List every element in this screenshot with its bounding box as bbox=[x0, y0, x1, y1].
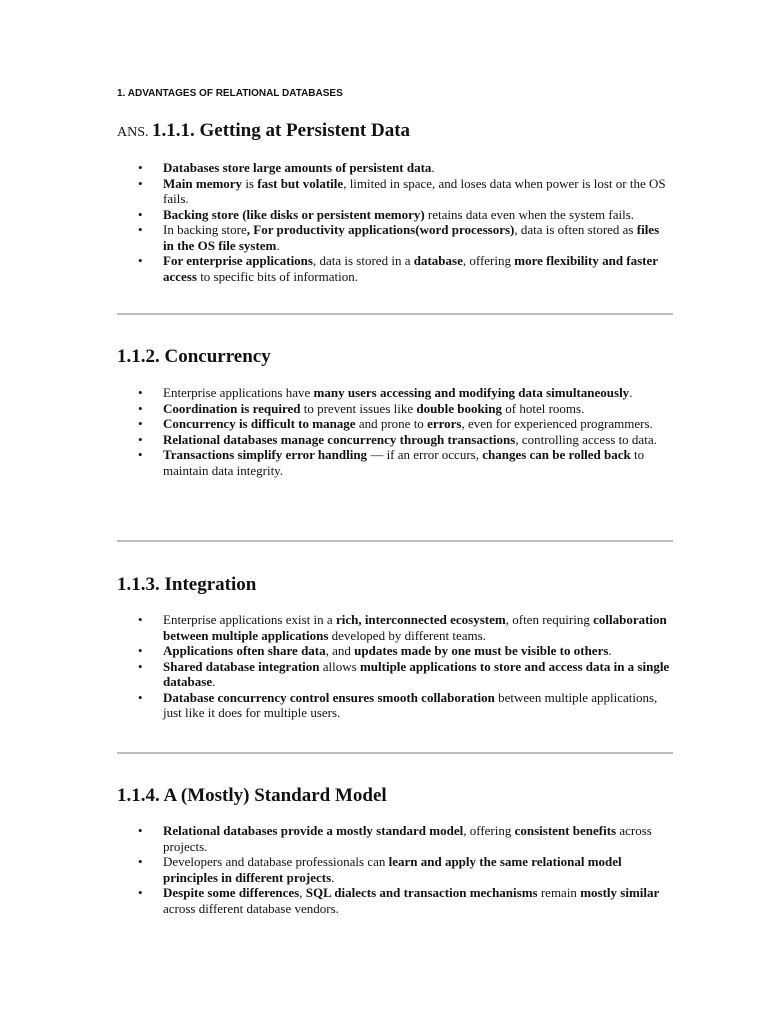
text: , even for experienced programmers. bbox=[461, 416, 653, 431]
list-item bbox=[117, 385, 673, 401]
text: . bbox=[431, 160, 435, 175]
bold-text: Relational databases provide a mostly standard model bbox=[163, 823, 464, 838]
section-title bbox=[117, 573, 673, 597]
text: , data is often stored as bbox=[514, 222, 637, 237]
text: and prone to bbox=[355, 416, 428, 431]
bold-text: database bbox=[413, 253, 463, 268]
bullet-list bbox=[117, 160, 673, 284]
text: — if an error occurs, bbox=[367, 447, 483, 462]
bullet-icon: • bbox=[138, 416, 143, 431]
list-item bbox=[117, 207, 673, 223]
bold-text: files in the OS file system bbox=[163, 222, 660, 253]
bold-text: Shared database integration bbox=[163, 658, 320, 674]
text: , bbox=[299, 885, 306, 900]
bold-text: Backing store (like disks or persistent memory) bbox=[163, 206, 425, 222]
list-item bbox=[117, 222, 673, 253]
bold-text: many users accessing and modifying data simultaneously bbox=[313, 385, 630, 400]
bullet-icon: • bbox=[138, 823, 143, 838]
section-title-text: 1.1.2. Concurrency bbox=[117, 346, 271, 367]
bullet-icon: • bbox=[138, 160, 143, 175]
text: . bbox=[276, 237, 280, 253]
list-item bbox=[117, 823, 673, 854]
bullet-icon: • bbox=[138, 689, 143, 705]
bullet-icon: • bbox=[138, 400, 143, 416]
section-title-text: 1.1.3. Integration bbox=[117, 574, 257, 595]
horizontal-rule bbox=[117, 313, 673, 315]
section-title bbox=[117, 784, 673, 808]
bullet-list bbox=[117, 823, 673, 916]
text: . bbox=[608, 643, 612, 658]
text: to specific bits of information. bbox=[196, 268, 358, 284]
text: . bbox=[629, 385, 633, 400]
bold-text: learn and apply the same relational model principles in different projects bbox=[163, 854, 622, 885]
text: Enterprise applications exist in a bbox=[163, 612, 336, 627]
bold-text: , For productivity applications(word processors) bbox=[246, 222, 515, 237]
text: , data is stored in a bbox=[312, 253, 414, 268]
bold-text: Coordination is required bbox=[163, 400, 301, 416]
text: , often requiring bbox=[505, 612, 594, 627]
text: Developers and database professionals can bbox=[163, 854, 389, 869]
bold-text: Concurrency is difficult to manage bbox=[163, 416, 356, 431]
text: . bbox=[331, 869, 335, 885]
text: to maintain data integrity. bbox=[163, 447, 645, 478]
list-item bbox=[117, 176, 673, 207]
bullet-icon: • bbox=[138, 431, 143, 447]
list-item bbox=[117, 160, 673, 176]
section-title-text: 1.1.1. Getting at Persistent Data bbox=[152, 120, 411, 141]
text: developed by different teams. bbox=[328, 627, 486, 643]
bold-text: Applications often share data bbox=[163, 643, 326, 658]
bold-text: mostly similar bbox=[580, 885, 660, 900]
bold-text: Transactions simplify error handling bbox=[163, 447, 368, 462]
list-item bbox=[117, 253, 673, 284]
bold-text: SQL dialects and transaction mechanisms bbox=[305, 885, 538, 900]
section-standard-model bbox=[117, 784, 673, 916]
text: , offering bbox=[463, 823, 515, 838]
list-item bbox=[117, 643, 673, 659]
bold-text: Despite some differences bbox=[163, 885, 300, 900]
text: In backing store bbox=[163, 222, 247, 237]
text: between multiple applications, just like it does for multiple users. bbox=[163, 689, 658, 720]
bullet-icon: • bbox=[138, 885, 143, 900]
section-title bbox=[117, 119, 673, 145]
text: Enterprise applications have bbox=[163, 385, 314, 400]
text: to prevent issues like bbox=[300, 400, 417, 416]
bold-text: rich, interconnected ecosystem bbox=[335, 612, 506, 627]
bold-text: Database concurrency control ensures smooth collaboration bbox=[163, 689, 495, 705]
list-item bbox=[117, 447, 673, 478]
text: allows bbox=[319, 658, 360, 674]
horizontal-rule bbox=[117, 540, 673, 542]
section-title-text: 1.1.4. A (Mostly) Standard Model bbox=[117, 785, 387, 806]
bold-text: Relational databases manage concurrency through transactions bbox=[163, 431, 516, 447]
bold-text: fast but volatile bbox=[257, 175, 344, 191]
bold-text: Databases store large amounts of persistent data bbox=[163, 160, 432, 175]
bullet-icon: • bbox=[138, 175, 143, 191]
list-item bbox=[117, 885, 673, 916]
answer-prefix: ANS. bbox=[117, 125, 153, 140]
bold-text: updates made by one must be visible to others bbox=[354, 643, 609, 658]
bullet-icon: • bbox=[138, 643, 143, 658]
bullet-list bbox=[117, 612, 673, 721]
text: of hotel rooms. bbox=[502, 400, 585, 416]
text: is bbox=[242, 175, 258, 191]
text: , controlling access to data. bbox=[515, 431, 657, 447]
list-item bbox=[117, 690, 673, 721]
bullet-icon: • bbox=[138, 447, 143, 462]
bold-text: consistent benefits bbox=[514, 823, 617, 838]
bold-text: For enterprise applications bbox=[163, 253, 313, 268]
bullet-icon: • bbox=[138, 385, 143, 400]
section-getting-at-persistent-data bbox=[117, 119, 673, 284]
list-item bbox=[117, 416, 673, 432]
bold-text: double booking bbox=[416, 400, 503, 416]
bold-text: errors bbox=[427, 416, 462, 431]
list-item bbox=[117, 659, 673, 690]
bold-text: collaboration between multiple applications bbox=[163, 612, 667, 643]
bullet-icon: • bbox=[138, 206, 143, 222]
text: across different database vendors. bbox=[163, 900, 339, 916]
text: retains data even when the system fails. bbox=[424, 206, 635, 222]
bullet-icon: • bbox=[138, 222, 143, 237]
text: , limited in space, and loses data when power is lost or the OS fails. bbox=[163, 175, 666, 206]
list-item bbox=[117, 401, 673, 417]
section-title bbox=[117, 345, 673, 369]
text: . bbox=[212, 674, 216, 689]
section-concurrency bbox=[117, 345, 673, 478]
section-integration bbox=[117, 573, 673, 721]
bullet-icon: • bbox=[138, 253, 143, 268]
document-heading: 1. ADVANTAGES OF RELATIONAL DATABASES bbox=[117, 88, 343, 99]
bullet-icon: • bbox=[138, 658, 143, 674]
bold-text: Main memory bbox=[163, 175, 243, 191]
bullet-list bbox=[117, 385, 673, 478]
horizontal-rule bbox=[117, 752, 673, 754]
list-item bbox=[117, 432, 673, 448]
bold-text: changes can be rolled back bbox=[482, 447, 631, 462]
bullet-icon: • bbox=[138, 612, 143, 627]
text: remain bbox=[537, 885, 581, 900]
list-item bbox=[117, 612, 673, 643]
bullet-icon: • bbox=[138, 854, 143, 869]
text: , offering bbox=[462, 253, 515, 268]
text: across projects. bbox=[163, 823, 652, 854]
text: , and bbox=[325, 643, 355, 658]
bold-text: more flexibility and faster access bbox=[163, 253, 658, 284]
list-item bbox=[117, 854, 673, 885]
bold-text: multiple applications to store and access data in a single database bbox=[163, 658, 670, 689]
